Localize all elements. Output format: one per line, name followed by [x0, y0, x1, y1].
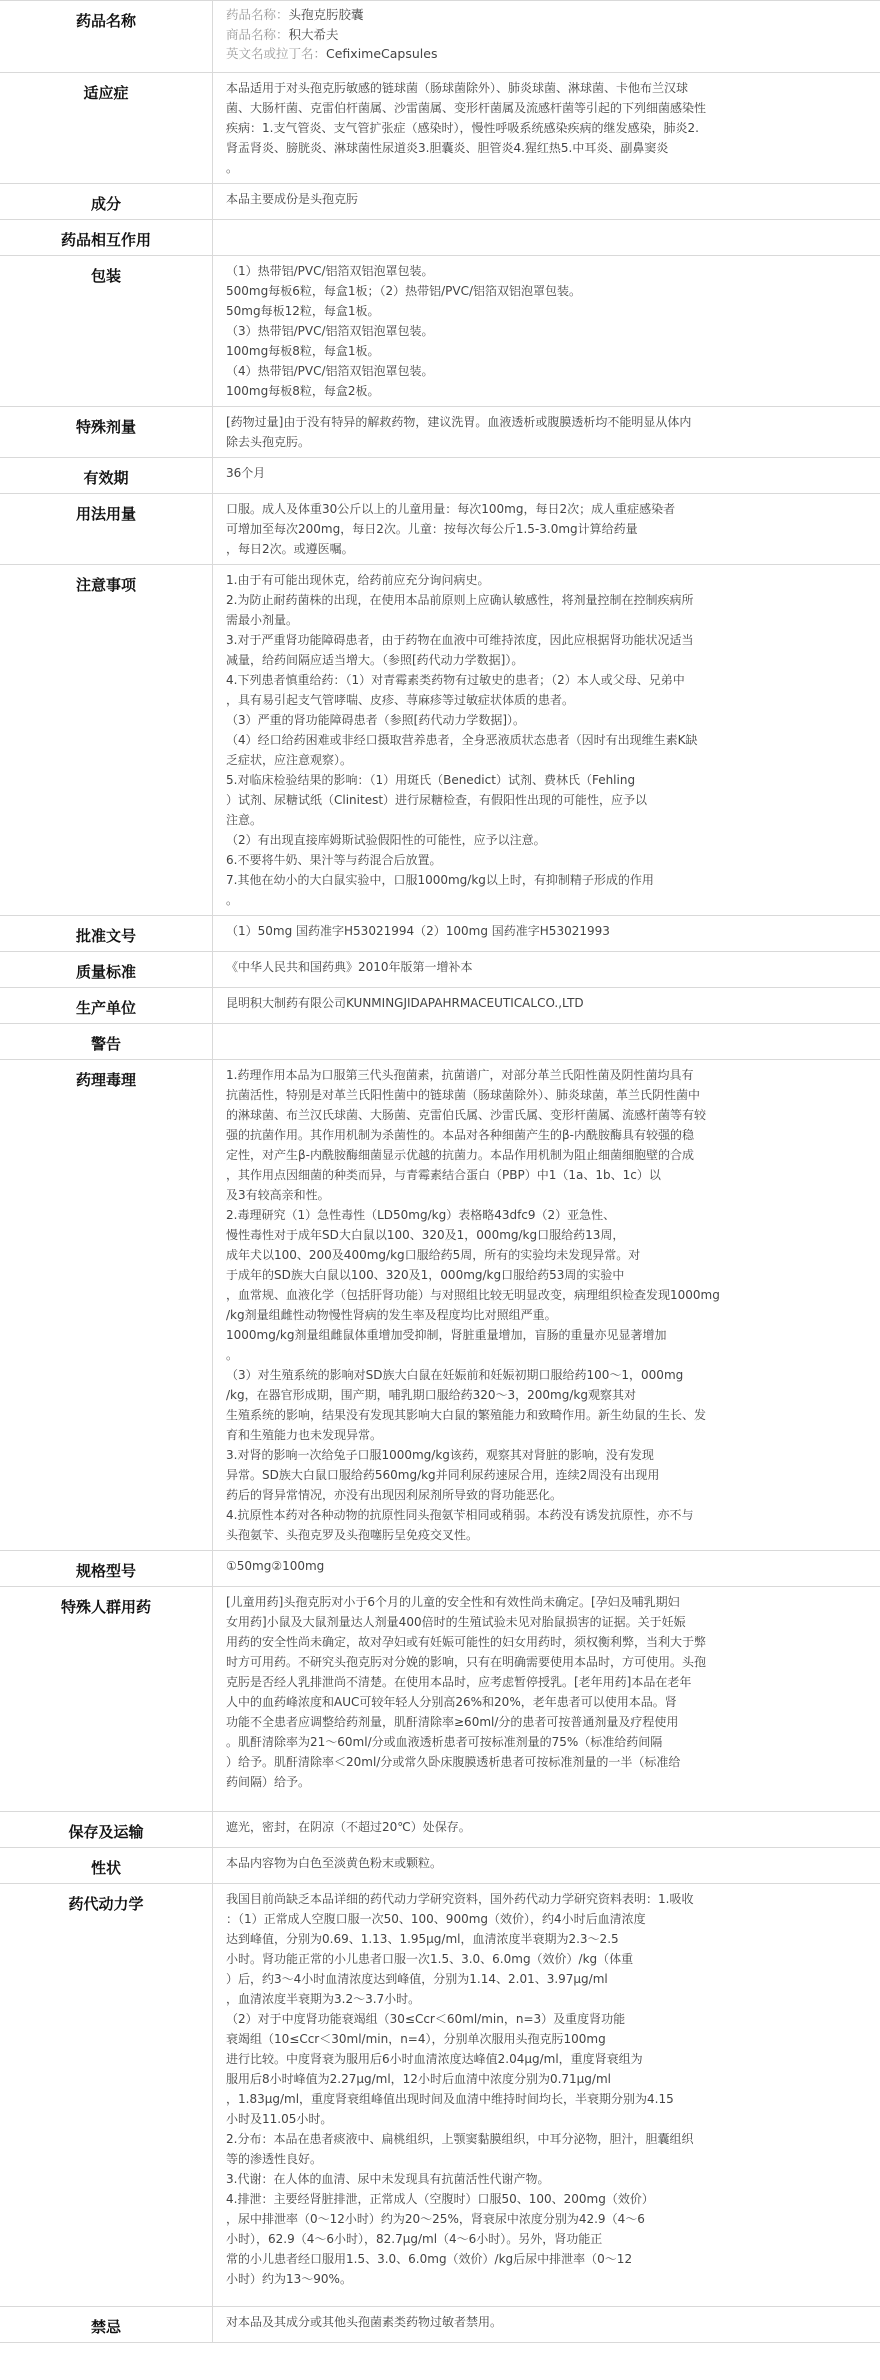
- text-line: 强的抗菌作用。其作用机制为杀菌性的。本品对各种细菌产生的β-内酰胺酶具有较强的稳: [226, 1128, 694, 1142]
- row-label: 生产单位: [0, 988, 213, 1024]
- text-line: 。肌酐清除率为21～60ml/分或血液透析患者可按标准剂量的75%（标准给药间隔: [226, 1735, 663, 1749]
- text-line: ，具有易引起支气管哮喘、皮疹、荨麻疹等过敏症状体质的患者。: [226, 693, 575, 707]
- row-special-populations: [0, 1587, 880, 1812]
- row-label: 用法用量: [0, 494, 213, 565]
- row-value: [213, 988, 880, 1024]
- row-label: 特殊人群用药: [0, 1587, 213, 1812]
- row-warnings: [0, 1024, 880, 1060]
- row-appearance: [0, 1848, 880, 1884]
- text-line: 遮光，密封，在阴凉（不超过20℃）处保存。: [226, 1820, 471, 1834]
- text-line: 人中的血药峰浓度和AUC可较年轻人分别高26%和20%，老年患者可以使用本品。肾: [226, 1695, 677, 1709]
- row-value: [213, 1884, 880, 2307]
- row-value: [213, 1587, 880, 1812]
- row-value: [213, 256, 880, 407]
- row-label: 药品相互作用: [0, 220, 213, 256]
- text-line: 小时）约为13～90%。: [226, 2272, 352, 2286]
- text-line: 2.毒理研究（1）急性毒性（LD50mg/kg）表格略43dfc9（2）亚急性、: [226, 1208, 616, 1222]
- text-line: （3）热带铝/PVC/铝箔双铝泡罩包装。: [226, 324, 434, 338]
- text-line: 乏症状，应注意观察）。: [226, 753, 353, 767]
- text-line: ）试剂、尿糖试纸（Clinitest）进行尿糖检查，有假阳性出现的可能性，应予以: [226, 793, 648, 807]
- row-manufacturer: [0, 988, 880, 1024]
- row-special-dosage: [0, 407, 880, 458]
- text-line: 。: [226, 161, 239, 175]
- row-label: 警告: [0, 1024, 213, 1060]
- text-line: ，血清浓度半衰期为3.2～3.7小时。: [226, 1992, 421, 2006]
- text-line: 药间隔）给予。: [226, 1775, 311, 1789]
- text-line: 慢性毒性对于成年SD大白鼠以100、320及1，000mg/kg口服给药13周，: [226, 1228, 625, 1242]
- text-line: （2）对于中度肾功能衰竭组（30≤Ccr＜60ml/min，n=3）及重度肾功能: [226, 2012, 626, 2026]
- english-name-key: 英文名或拉丁名：: [226, 46, 327, 61]
- row-label: 药理毒理: [0, 1060, 213, 1551]
- row-value: [213, 1060, 880, 1551]
- text-line: 3.对肾的影响一次给兔子口服1000mg/kg该药，观察其对肾脏的影响，没有发现: [226, 1448, 654, 1462]
- text-line: 等的渗透性良好。: [226, 2152, 323, 2166]
- row-value: [213, 1551, 880, 1587]
- row-pharmacology-toxicology: [0, 1060, 880, 1551]
- text-line: 肾盂肾炎、膀胱炎、淋球菌性尿道炎3.胆囊炎、胆管炎4.猩红热5.中耳炎、副鼻窦炎: [226, 141, 669, 155]
- text-line: ，血常规、血液化学（包括肝肾功能）与对照组比较无明显改变，病理组织检查发现1000mg: [226, 1288, 720, 1302]
- generic-name-key: 药品名称：: [226, 7, 289, 22]
- row-value: [213, 1024, 880, 1060]
- text-line: 1.由于有可能出现休克，给药前应充分询问病史。: [226, 573, 490, 587]
- text-line: 药后的肾异常情况，亦没有出现因利尿剂所导致的肾功能恶化。: [226, 1488, 563, 1502]
- text-line: 的淋球菌、布兰汉氏球菌、大肠菌、克雷伯氏属、沙雷氏属、变形杆菌属、流感杆菌等有较: [226, 1108, 707, 1122]
- text-line: 用药的安全性尚未确定，故对孕妇或有妊娠可能性的妇女用药时，须权衡利弊，当利大于弊: [226, 1635, 707, 1649]
- drug-info-body: [0, 1, 880, 2343]
- row-label: 药代动力学: [0, 1884, 213, 2307]
- row-label: 有效期: [0, 458, 213, 494]
- text-line: 注意。: [226, 813, 263, 827]
- row-packaging: [0, 256, 880, 407]
- text-line: ）给予。肌酐清除率＜20ml/分或常久卧床腹膜透析患者可按标准剂量的一半（标准给: [226, 1755, 681, 1769]
- row-label: 质量标准: [0, 952, 213, 988]
- text-line: 。: [226, 893, 239, 907]
- row-value: [213, 407, 880, 458]
- text-line: 1.药理作用本品为口服第三代头孢菌素，抗菌谱广，对部分革兰氏阳性菌及阴性菌均具有: [226, 1068, 694, 1082]
- row-drug-name: [0, 1, 880, 73]
- text-line: 育和生殖能力也未发现异常。: [226, 1428, 383, 1442]
- text-line: 4.下列患者慎重给药：（1）对青霉素类药物有过敏史的患者；（2）本人或父母、兄弟中: [226, 673, 685, 687]
- text-line: 减量，给药间隔应适当增大。（参照[药代动力学数据]）。: [226, 653, 524, 667]
- text-line: 除去头孢克肟。: [226, 435, 311, 449]
- text-line: 小时），62.9（4～6小时），82.7μg/ml（4～6小时）。另外，肾功能正: [226, 2232, 603, 2246]
- generic-name: 头孢克肟胶囊: [288, 7, 364, 22]
- row-value: [213, 952, 880, 988]
- text-line: 3.代谢：在人体的血清、尿中未发现具有抗菌活性代谢产物。: [226, 2172, 550, 2186]
- text-line: 服用后8小时峰值为2.27μg/ml，12小时后血清中浓度分别为0.71μg/ml: [226, 2072, 611, 2086]
- row-label: 保存及运输: [0, 1812, 213, 1848]
- text-line: （1）50mg 国药准字H53021994（2）100mg 国药准字H53021993: [226, 924, 610, 938]
- row-shelf-life: [0, 458, 880, 494]
- text-line: [药物过量]由于没有特异的解救药物，建议洗胃。血液透析或腹膜透析均不能明显从体内: [226, 415, 692, 429]
- text-line: 口服。成人及体重30公斤以上的儿童用量：每次100mg，每日2次；成人重症感染者: [226, 502, 676, 516]
- text-line: 头孢氨苄、头孢克罗及头孢噻肟呈免疫交叉性。: [226, 1528, 479, 1542]
- row-contraindications: [0, 2307, 880, 2343]
- text-line: 50mg每板12粒，每盒1板。: [226, 304, 380, 318]
- text-line: ①50mg②100mg: [226, 1559, 325, 1573]
- text-line: 本品内容物为白色至淡黄色粉末或颗粒。: [226, 1856, 443, 1870]
- text-line: 常的小儿患者经口服用1.5、3.0、6.0mg（效价）/kg后尿中排泄率（0～12: [226, 2252, 633, 2266]
- english-name: CefiximeCapsules: [326, 46, 438, 61]
- english-name-line: [226, 44, 880, 64]
- drug-name-block: [213, 1, 880, 73]
- generic-name-line: [226, 5, 880, 25]
- text-line: 4.排泄：主要经肾脏排泄，正常成人（空腹时）口服50、100、200mg（效价）: [226, 2192, 654, 2206]
- text-line: ，其作用点因细菌的种类而异，与青霉素结合蛋白（PBP）中1（1a、1b、1c）以: [226, 1168, 661, 1182]
- row-dosage: [0, 494, 880, 565]
- text-line: 成年犬以100、200及400mg/kg口服给药5周，所有的实验均未发现异常。对: [226, 1248, 641, 1262]
- row-indications: [0, 73, 880, 184]
- row-precautions: [0, 565, 880, 916]
- row-label: 批准文号: [0, 916, 213, 952]
- text-line: （3）严重的肾功能障碍患者（参照[药代动力学数据]）。: [226, 713, 526, 727]
- text-line: 3.对于严重肾功能障碍患者，由于药物在血液中可维持浓度，因此应根据肾功能状况适当: [226, 633, 694, 647]
- row-label: 成分: [0, 184, 213, 220]
- row-value: [213, 494, 880, 565]
- text-line: 定性，对产生β-内酰胺酶细菌显示优越的抗菌力。本品作用机制为阻止细菌细胞壁的合成: [226, 1148, 694, 1162]
- text-line: 时方可用药。不研究头孢克肟对分娩的影响，只有在明确需要使用本品时，方可使用。头孢: [226, 1655, 707, 1669]
- text-line: 昆明积大制药有限公司KUNMINGJIDAPAHRMACEUTICALCO.,LTD: [226, 996, 584, 1010]
- text-line: 5.对临床检验结果的影响：（1）用斑氏（Benedict）试剂、费林氏（Fehling: [226, 773, 636, 787]
- row-drug-interactions: [0, 220, 880, 256]
- text-line: （2）有出现直接库姆斯试验假阳性的可能性，应予以注意。: [226, 833, 546, 847]
- text-line: 可增加至每次200mg，每日2次。儿童：按每次每公斤1.5-3.0mg计算给药量: [226, 522, 638, 536]
- trade-name-key: 商品名称：: [226, 26, 289, 42]
- text-line: 异常。SD族大白鼠口服给药560mg/kg并同利尿药速尿合用，连续2周没有出现用: [226, 1468, 660, 1482]
- row-approval-number: [0, 916, 880, 952]
- row-label: 注意事项: [0, 565, 213, 916]
- text-line: 100mg每板8粒，每盒2板。: [226, 384, 380, 398]
- row-label: 规格型号: [0, 1551, 213, 1587]
- row-label: 性状: [0, 1848, 213, 1884]
- text-line: 《中华人民共和国药典》2010年版第一增补本: [226, 960, 473, 974]
- row-specification: [0, 1551, 880, 1587]
- text-line: ，尿中排泄率（0～12小时）约为20～25%，肾衰尿中浓度分别为42.9（4～6: [226, 2212, 645, 2226]
- text-line: 小时。肾功能正常的小儿患者口服一次1.5、3.0、6.0mg（效价）/kg（体重: [226, 1952, 634, 1966]
- text-line: 4.抗原性本药对各种动物的抗原性同头孢氨苄相同或稍弱。本药没有诱发抗原性，亦不与: [226, 1508, 694, 1522]
- text-line: 进行比较。中度肾衰为服用后6小时血清浓度达峰值2.04μg/ml，重度肾衰组为: [226, 2052, 643, 2066]
- row-value: [213, 458, 880, 494]
- text-line: （3）对生殖系统的影响对SD族大白鼠在妊娠前和妊娠初期口服给药100～1，000mg: [226, 1368, 684, 1382]
- text-line: 生殖系统的影响，结果没有发现其影响大白鼠的繁殖能力和致畸作用。新生幼鼠的生长、发: [226, 1408, 707, 1422]
- row-ingredients: [0, 184, 880, 220]
- row-value: [213, 184, 880, 220]
- row-value: [213, 73, 880, 184]
- row-label: 禁忌: [0, 2307, 213, 2343]
- text-line: 衰竭组（10≤Ccr＜30ml/min，n=4），分别单次服用头孢克肟100mg: [226, 2032, 606, 2046]
- text-line: （1）热带铝/PVC/铝箔双铝泡罩包装。: [226, 264, 434, 278]
- text-line: ）后，约3～4小时血清浓度达到峰值，分别为1.14、2.01、3.97μg/ml: [226, 1972, 608, 1986]
- text-line: 克肟是否经人乳排泄尚不清楚。在使用本品时，应考虑暂停授乳。[老年用药]本品在老年: [226, 1675, 692, 1689]
- text-line: 7.其他在幼小的大白鼠实验中，口服1000mg/kg以上时，有抑制精子形成的作用: [226, 873, 654, 887]
- text-line: 需最小剂量。: [226, 613, 299, 627]
- row-storage: [0, 1812, 880, 1848]
- row-label: 药品名称: [0, 1, 213, 73]
- text-line: 2.分布：本品在患者痰液中、扁桃组织，上颚窦黏膜组织，中耳分泌物，胆汁，胆囊组织: [226, 2132, 694, 2146]
- text-line: 1000mg/kg剂量组雌鼠体重增加受抑制，肾脏重量增加，盲肠的重量亦见显著增加: [226, 1328, 667, 1342]
- text-line: [儿童用药]头孢克肟对小于6个月的儿童的安全性和有效性尚未确定。[孕妇及哺乳期妇: [226, 1595, 680, 1609]
- text-line: 100mg每板8粒，每盒1板。: [226, 344, 380, 358]
- text-line: 6.不要将牛奶、果汁等与药混合后放置。: [226, 853, 442, 867]
- row-value: [213, 220, 880, 256]
- text-line: ：（1）正常成人空腹口服一次50、100、900mg（效价），约4小时后血清浓度: [226, 1912, 646, 1926]
- text-line: （4）热带铝/PVC/铝箔双铝泡罩包装。: [226, 364, 434, 378]
- text-line: 小时及11.05小时。: [226, 2112, 333, 2126]
- text-line: 抗菌活性，特别是对革兰氏阳性菌中的链球菌（肠球菌除外）、肺炎球菌，革兰氏阴性菌中: [226, 1088, 701, 1102]
- row-value: [213, 565, 880, 916]
- text-line: 。: [226, 1348, 239, 1362]
- trade-name-line: [226, 25, 880, 45]
- row-value: [213, 1848, 880, 1884]
- text-line: 本品适用于对头孢克肟敏感的链球菌（肠球菌除外）、肺炎球菌、淋球菌、卡他布兰汉球: [226, 81, 689, 95]
- row-label: 包装: [0, 256, 213, 407]
- row-value: [213, 916, 880, 952]
- trade-name: 积大希夫: [288, 26, 339, 42]
- text-line: 女用药]小鼠及大鼠剂量达人剂量400倍时的生殖试验未见对胎鼠损害的证据。关于妊娠: [226, 1615, 686, 1629]
- text-line: 500mg每板6粒，每盒1板；（2）热带铝/PVC/铝箔双铝泡罩包装。: [226, 284, 582, 298]
- text-line: 2.为防止耐药菌株的出现，在使用本品前原则上应确认敏感性，将剂量控制在控制疾病所: [226, 593, 694, 607]
- text-line: 于成年的SD族大白鼠以100、320及1，000mg/kg口服给药53周的实验中: [226, 1268, 625, 1282]
- text-line: 36个月: [226, 466, 266, 480]
- text-line: /kg，在器官形成期，围产期，哺乳期口服给药320～3，200mg/kg观察其对: [226, 1388, 636, 1402]
- text-line: 疾病：1.支气管炎、支气管扩张症（感染时），慢性呼吸系统感染疾病的继发感染，肺炎2.: [226, 121, 699, 135]
- text-line: （4）经口给药困难或非经口摄取营养患者，全身恶液质状态患者（因时有出现维生素K缺: [226, 733, 698, 747]
- row-value: [213, 2307, 880, 2343]
- text-line: 本品主要成份是头孢克肟: [226, 192, 359, 206]
- text-line: ，1.83μg/ml，重度肾衰组峰值出现时间及血清中维持时间均长，半衰期分别为4.15: [226, 2092, 674, 2106]
- text-line: 及3有较高亲和性。: [226, 1188, 330, 1202]
- row-label: 适应症: [0, 73, 213, 184]
- text-line: 达到峰值，分别为0.69、1.13、1.95μg/ml，血清浓度半衰期为2.3～2.5: [226, 1932, 619, 1946]
- row-quality-standard: [0, 952, 880, 988]
- text-line: 菌、大肠杆菌、克雷伯杆菌属、沙雷菌属、变形杆菌属及流感杆菌等引起的下列细菌感染性: [226, 101, 707, 115]
- text-line: 对本品及其成分或其他头孢菌素类药物过敏者禁用。: [226, 2315, 503, 2329]
- row-label: 特殊剂量: [0, 407, 213, 458]
- row-pharmacokinetics: [0, 1884, 880, 2307]
- text-line: ，每日2次。或遵医嘱。: [226, 542, 354, 556]
- text-line: 我国目前尚缺乏本品详细的药代动力学研究资料，国外药代动力学研究资料表明：1.吸收: [226, 1892, 694, 1906]
- text-line: 功能不全患者应调整给药剂量，肌酐清除率≥60ml/分的患者可按普通剂量及疗程使用: [226, 1715, 679, 1729]
- text-line: /kg剂量组雌性动物慢性肾病的发生率及程度均比对照组严重。: [226, 1308, 557, 1322]
- row-value: [213, 1812, 880, 1848]
